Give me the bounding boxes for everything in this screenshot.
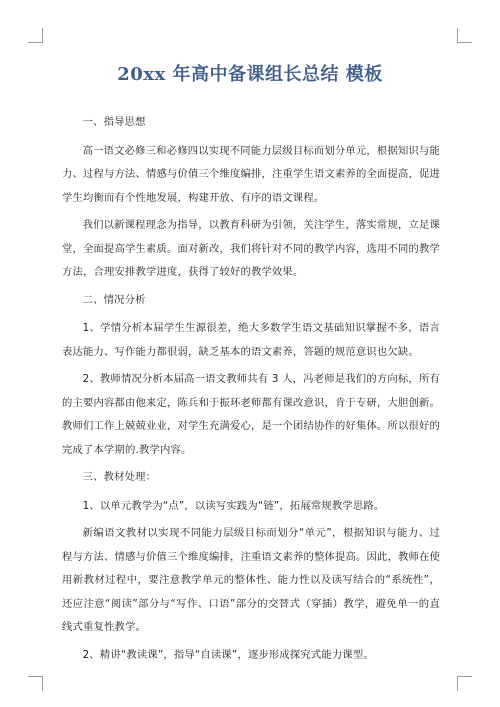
crop-mark-top-right bbox=[457, 28, 472, 43]
body-paragraph: 2、教师情况分析本届高一语文教师共有 3 人，冯老师是我们的方向标，所有的主要内容都由他来定，陈兵和于振环老师都有课改意识，肯于专研，大胆创新。教师们工作上兢兢业业，对学生充满爱心，是一个团结协作的好集体。所以很好的完成了本学期的.教学内容。 bbox=[62, 373, 440, 456]
section-heading: 一、指导思想 bbox=[82, 116, 146, 128]
section-heading: 三、教材处理： bbox=[82, 471, 157, 483]
body-paragraph: 1、学情分析本届学生生源很差，绝大多数学生语文基础知识掌握不多，语言表达能力、写作能力都很弱，缺乏基本的语文素养，答题的规范意识也欠缺。 bbox=[62, 322, 440, 358]
body-paragraph: 2、精讲“教读课”，指导“自读课”，逐步形成探究式能力课型。 bbox=[82, 648, 374, 661]
document-title: 20xx 年高中备课组长总结 模板 bbox=[117, 64, 383, 85]
body-paragraph: 我们以新课程理念为指导，以教育科研为引领，关注学生，落实常规，立足课堂，全面提高学生素质。面对新改，我们将针对不同的教学内容，选用不同的教学方法，合理安排教学进度，获得了较好的教学效果。 bbox=[62, 219, 440, 278]
body-paragraph: 高一语文必修三和必修四以实现不同能力层级目标而划分单元，根据知识与能力、过程与方法、情感与价值三个维度编排，注重学生语文素养的全面提高，促进学生均衡而有个性地发展，构建开放、有序的语文课程。 bbox=[62, 144, 440, 204]
crop-mark-top-left bbox=[28, 28, 43, 43]
crop-mark-bottom-left bbox=[28, 676, 43, 691]
section-heading: 二、情况分析 bbox=[82, 293, 146, 306]
body-paragraph: 新编语文教材以实现不同能力层级目标而划分“单元”，根据知识与能力、过程与方法、情感与价值三个维度编排，注重语文素养的整体提高。因此，教师在使用新教材过程中，要注意教学单元的整体性、能力性以及读写结合的“系统性”，还应注意“阅读”部分与“写作、口语”部分的交替式（穿插）教学，避免单一的直线式重复性教学。 bbox=[62, 527, 440, 633]
document-body bbox=[62, 111, 440, 671]
body-paragraph: 1、以单元教学为“点”，以读写实践为“链”，拓展常规教学思路。 bbox=[82, 499, 385, 512]
crop-mark-bottom-right bbox=[457, 676, 472, 691]
